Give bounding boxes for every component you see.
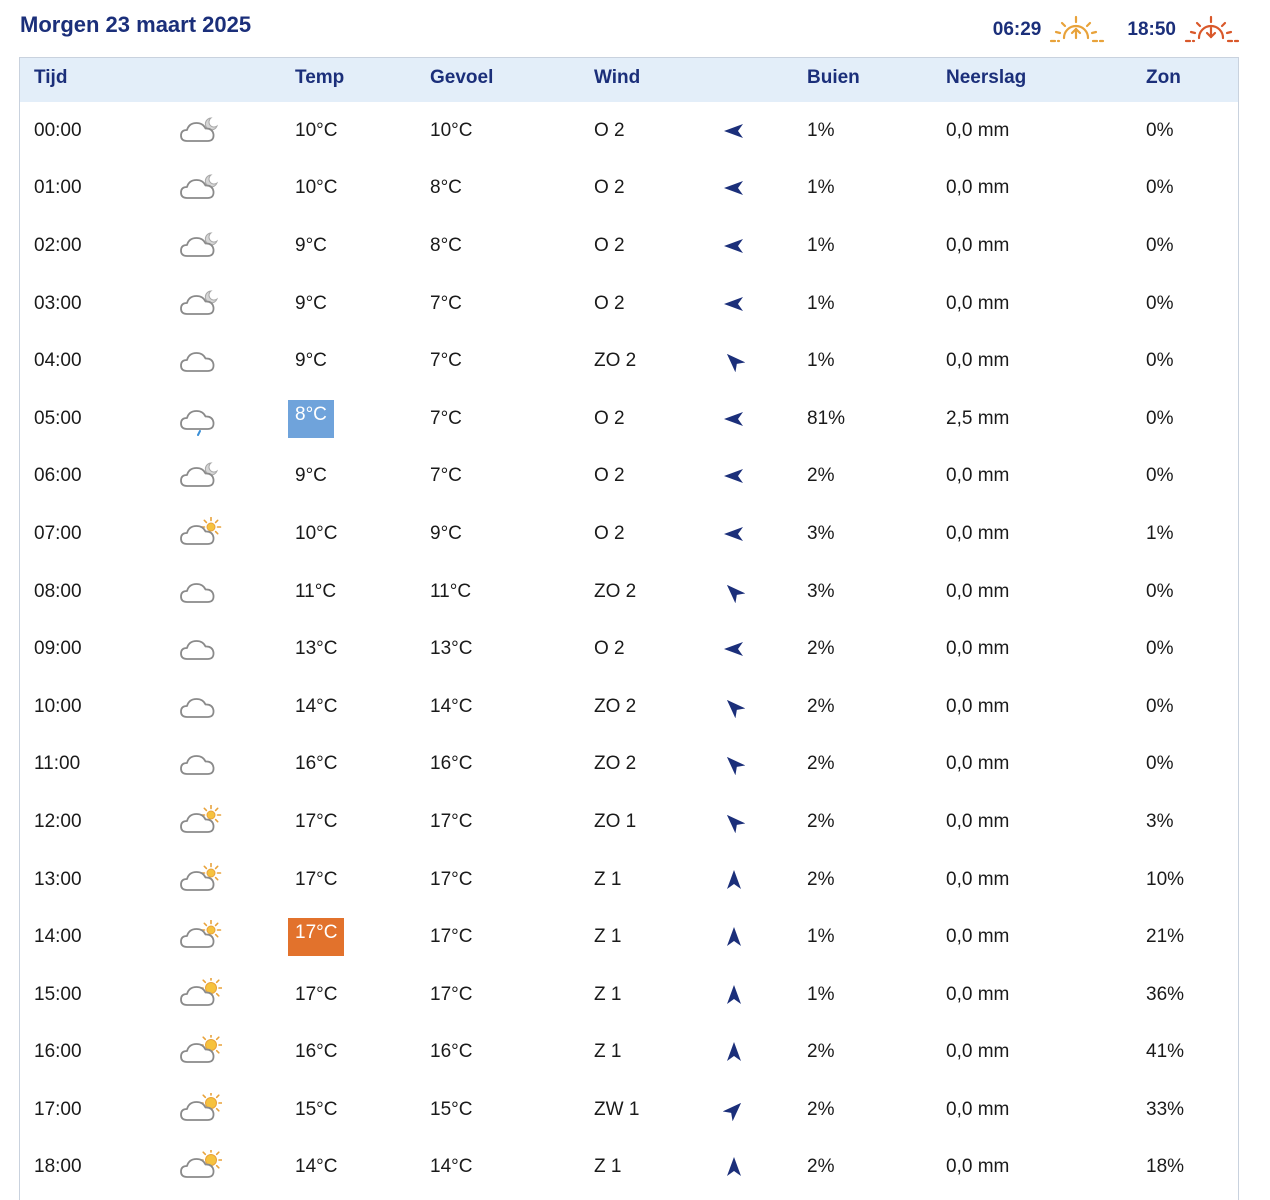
table-row (20, 1081, 1238, 1139)
wind-value: O 2 (594, 177, 625, 199)
precipitation-value: 0,0 mm (946, 638, 1010, 660)
showers-value: 3% (807, 580, 835, 602)
page-title: Morgen 23 maart 2025 (20, 12, 252, 37)
feel-value: 14°C (430, 695, 473, 717)
precipitation-value: 0,0 mm (946, 580, 1010, 602)
table-row (20, 275, 1238, 333)
sunset (1127, 14, 1240, 46)
temp-value: 14°C (295, 695, 338, 717)
time-value: 05:00 (34, 407, 82, 429)
sunshine-value: 0% (1146, 407, 1174, 429)
precipitation-value: 0,0 mm (946, 1098, 1010, 1120)
temp-value: 17°C (295, 810, 338, 832)
time-value: 06:00 (34, 465, 82, 487)
sunshine-value: 0% (1146, 292, 1174, 314)
sunshine-value: 0% (1146, 465, 1174, 487)
feel-value: 13°C (430, 638, 473, 660)
showers-value: 1% (807, 350, 835, 372)
cloud-icon (178, 632, 222, 666)
partly-sunny-icon (178, 1150, 222, 1184)
temp-value: 9°C (295, 234, 327, 256)
precipitation-value: 0,0 mm (946, 1156, 1010, 1178)
feel-value: 7°C (430, 350, 462, 372)
showers-value: 2% (807, 1098, 835, 1120)
feel-value: 7°C (430, 465, 462, 487)
sunset-time: 18:50 (1127, 19, 1176, 40)
precipitation-value: 0,0 mm (946, 926, 1010, 948)
showers-value: 1% (807, 926, 835, 948)
wind-value: Z 1 (594, 1041, 622, 1063)
temp-value: 14°C (295, 1156, 338, 1178)
wind-value: ZO 2 (594, 753, 637, 775)
temp-value: 10°C (295, 119, 338, 141)
feel-value: 10°C (430, 119, 473, 141)
table-row (20, 332, 1238, 390)
time-value: 18:00 (34, 1156, 82, 1178)
wind-value: Z 1 (594, 926, 622, 948)
precipitation-value: 0,0 mm (946, 465, 1010, 487)
wind-direction-arrow-icon (723, 120, 745, 142)
temp-value: 13°C (295, 638, 338, 660)
cloud-icon (178, 747, 222, 781)
temp-value: 11°C (295, 580, 337, 602)
time-value: 13:00 (34, 868, 82, 890)
wind-direction-arrow-icon (723, 1041, 745, 1063)
precipitation-value: 0,0 mm (946, 695, 1010, 717)
table-row (20, 217, 1238, 275)
sunshine-value: 3% (1146, 810, 1174, 832)
showers-value: 1% (807, 119, 835, 141)
temp-value: 17°C (295, 868, 338, 890)
showers-value: 2% (807, 695, 835, 717)
partly-sunny-icon (178, 1093, 222, 1127)
column-header-temp: Temp (295, 67, 345, 88)
sunrise-time: 06:29 (992, 19, 1042, 40)
feel-value: 16°C (430, 753, 473, 775)
column-header-wind: Wind (594, 67, 641, 88)
precipitation-value: 0,0 mm (946, 177, 1010, 199)
wind-value: O 2 (594, 522, 625, 544)
feel-value: 7°C (430, 292, 462, 314)
precipitation-value: 0,0 mm (946, 753, 1010, 775)
partly-sunny-icon (178, 1035, 222, 1069)
wind-direction-arrow-icon (723, 350, 745, 372)
precipitation-value: 0,0 mm (946, 292, 1010, 314)
sunshine-value: 18% (1146, 1156, 1185, 1178)
precipitation-value: 0,0 mm (946, 119, 1010, 141)
time-value: 10:00 (34, 695, 82, 717)
column-header-neerslag: Neerslag (946, 67, 1027, 88)
time-value: 03:00 (34, 292, 82, 314)
table-row (20, 678, 1238, 736)
time-value: 01:00 (34, 177, 82, 199)
feel-value: 16°C (430, 1041, 473, 1063)
time-value: 04:00 (34, 350, 82, 372)
temp-value: 9°C (295, 350, 327, 372)
table-row (20, 390, 1238, 448)
table-row (20, 1024, 1238, 1082)
wind-value: O 2 (594, 638, 625, 660)
temp-value: 17°C (288, 918, 344, 956)
showers-value: 2% (807, 638, 835, 660)
wind-value: O 2 (594, 407, 625, 429)
precipitation-value: 0,0 mm (946, 868, 1010, 890)
showers-value: 2% (807, 465, 835, 487)
precipitation-value: 0,0 mm (946, 522, 1010, 544)
time-value: 17:00 (34, 1098, 82, 1120)
time-value: 14:00 (34, 926, 82, 948)
table-row (20, 736, 1238, 794)
feel-value: 15°C (430, 1098, 473, 1120)
table-row (20, 908, 1238, 966)
precipitation-value: 0,0 mm (946, 983, 1010, 1005)
feel-value: 7°C (430, 407, 462, 429)
cloud-night-icon (178, 287, 222, 321)
wind-value: Z 1 (594, 983, 622, 1005)
wind-direction-arrow-icon (723, 523, 745, 545)
cloud-icon (178, 690, 222, 724)
showers-value: 3% (807, 522, 835, 544)
feel-value: 17°C (430, 983, 473, 1005)
table-row (20, 1139, 1238, 1197)
feel-value: 17°C (430, 810, 473, 832)
precipitation-value: 2,5 mm (946, 407, 1010, 429)
cloud-rain-icon (178, 402, 222, 436)
column-header-zon: Zon (1146, 67, 1181, 88)
sunshine-value: 0% (1146, 177, 1174, 199)
table-body (20, 102, 1238, 1196)
sunrise (993, 14, 1106, 46)
wind-direction-arrow-icon (723, 1156, 745, 1178)
cloud-night-icon (178, 229, 222, 263)
table-row (20, 160, 1238, 218)
wind-direction-arrow-icon (723, 293, 745, 315)
column-header-tijd: Tijd (34, 67, 68, 88)
time-value: 08:00 (34, 580, 82, 602)
temp-value: 17°C (295, 983, 338, 1005)
wind-direction-arrow-icon (723, 984, 745, 1006)
sunset-icon (1182, 14, 1240, 46)
table-row (20, 102, 1238, 160)
time-value: 15:00 (34, 983, 82, 1005)
wind-value: O 2 (594, 465, 625, 487)
time-value: 07:00 (34, 522, 82, 544)
precipitation-value: 0,0 mm (946, 810, 1010, 832)
time-value: 12:00 (34, 810, 82, 832)
wind-value: ZO 2 (594, 580, 637, 602)
temp-value: 16°C (295, 1041, 338, 1063)
column-header-buien: Buien (807, 67, 860, 88)
wind-direction-arrow-icon (723, 753, 745, 775)
sunrise-icon (1047, 14, 1105, 46)
column-header-gevoel: Gevoel (430, 67, 494, 88)
feel-value: 14°C (430, 1156, 473, 1178)
cloud-night-icon (178, 171, 222, 205)
temp-value: 16°C (295, 753, 338, 775)
partly-cloudy-icon (178, 805, 222, 839)
sunshine-value: 21% (1146, 926, 1185, 948)
feel-value: 17°C (430, 926, 473, 948)
wind-direction-arrow-icon (723, 696, 745, 718)
table-row (20, 966, 1238, 1024)
table-row (20, 563, 1238, 621)
wind-direction-arrow-icon (723, 581, 745, 603)
wind-direction-arrow-icon (723, 869, 745, 891)
time-value: 02:00 (34, 234, 82, 256)
wind-value: ZO 2 (594, 695, 637, 717)
sunshine-value: 33% (1146, 1098, 1185, 1120)
sunshine-value: 0% (1146, 580, 1174, 602)
temp-value: 10°C (295, 177, 338, 199)
wind-direction-arrow-icon (723, 235, 745, 257)
table-row (20, 505, 1238, 563)
sunshine-value: 0% (1146, 234, 1174, 256)
table-row (20, 851, 1238, 909)
temp-value: 10°C (295, 522, 338, 544)
time-value: 16:00 (34, 1041, 82, 1063)
wind-value: ZO 1 (594, 810, 637, 832)
feel-value: 11°C (430, 580, 472, 602)
wind-direction-arrow-icon (723, 408, 745, 430)
time-value: 11:00 (34, 753, 81, 775)
table-row (20, 448, 1238, 506)
showers-value: 2% (807, 810, 835, 832)
cloud-icon (178, 575, 222, 609)
sunshine-value: 0% (1146, 119, 1174, 141)
wind-value: O 2 (594, 119, 625, 141)
sunshine-value: 0% (1146, 350, 1174, 372)
showers-value: 2% (807, 868, 835, 890)
temp-value: 9°C (295, 465, 327, 487)
wind-value: O 2 (594, 234, 625, 256)
feel-value: 8°C (430, 177, 462, 199)
wind-value: ZO 2 (594, 350, 637, 372)
feel-value: 17°C (430, 868, 473, 890)
wind-direction-arrow-icon (723, 926, 745, 948)
precipitation-value: 0,0 mm (946, 350, 1010, 372)
table-row (20, 620, 1238, 678)
sunshine-value: 36% (1146, 983, 1185, 1005)
table-row (20, 793, 1238, 851)
precipitation-value: 0,0 mm (946, 1041, 1010, 1063)
cloud-night-icon (178, 459, 222, 493)
sunshine-value: 0% (1146, 753, 1174, 775)
wind-direction-arrow-icon (723, 177, 745, 199)
sunshine-value: 1% (1146, 522, 1174, 544)
time-value: 00:00 (34, 119, 82, 141)
showers-value: 1% (807, 983, 835, 1005)
table-header (20, 58, 1238, 102)
wind-direction-arrow-icon (723, 1099, 745, 1121)
partly-cloudy-icon (178, 863, 222, 897)
sunshine-value: 10% (1146, 868, 1185, 890)
partly-sunny-icon (178, 978, 222, 1012)
hourly-forecast-table (19, 57, 1239, 1200)
temp-value: 15°C (295, 1098, 338, 1120)
feel-value: 9°C (430, 522, 462, 544)
feel-value: 8°C (430, 234, 462, 256)
wind-value: ZW 1 (594, 1098, 640, 1120)
wind-direction-arrow-icon (723, 811, 745, 833)
showers-value: 81% (807, 407, 846, 429)
wind-direction-arrow-icon (723, 638, 745, 660)
precipitation-value: 0,0 mm (946, 234, 1010, 256)
sunshine-value: 0% (1146, 638, 1174, 660)
sunshine-value: 41% (1146, 1041, 1185, 1063)
partly-cloudy-icon (178, 920, 222, 954)
cloud-night-icon (178, 114, 222, 148)
showers-value: 2% (807, 753, 835, 775)
wind-value: Z 1 (594, 1156, 622, 1178)
showers-value: 1% (807, 292, 835, 314)
sunshine-value: 0% (1146, 695, 1174, 717)
wind-value: Z 1 (594, 868, 622, 890)
temp-value: 8°C (288, 400, 334, 438)
partly-cloudy-icon (178, 517, 222, 551)
sun-times (971, 14, 1240, 46)
wind-value: O 2 (594, 292, 625, 314)
cloud-icon (178, 344, 222, 378)
showers-value: 1% (807, 234, 835, 256)
showers-value: 2% (807, 1041, 835, 1063)
wind-direction-arrow-icon (723, 465, 745, 487)
showers-value: 1% (807, 177, 835, 199)
showers-value: 2% (807, 1156, 835, 1178)
temp-value: 9°C (295, 292, 327, 314)
time-value: 09:00 (34, 638, 82, 660)
